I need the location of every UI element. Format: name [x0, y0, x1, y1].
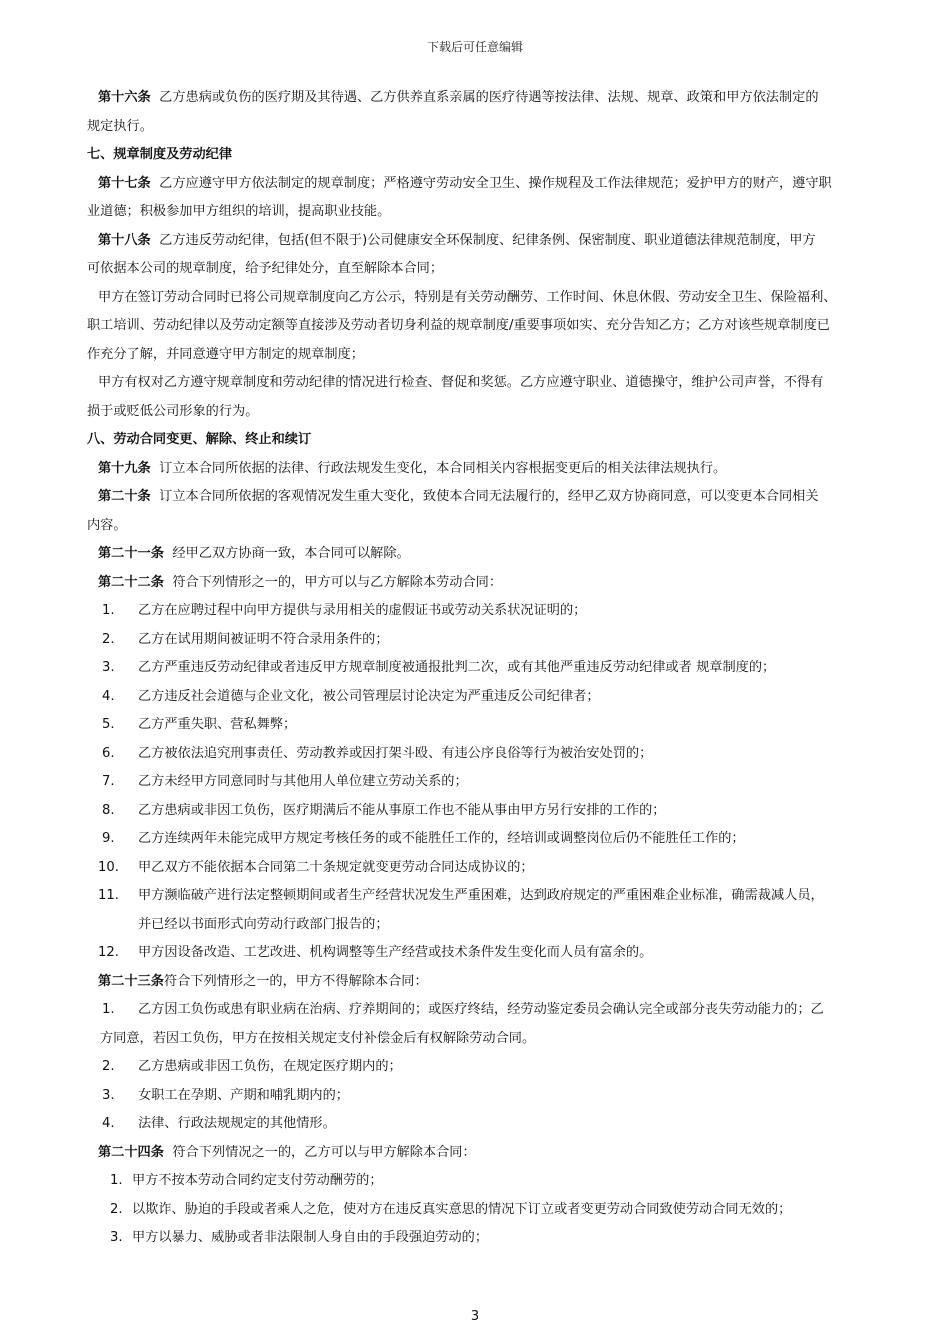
- article-20-cont: 内容。: [87, 517, 127, 533]
- article-text: 乙方违反劳动纪律，包括(但不限于)公司健康安全环保制度、纪律条例、保密制度、职业道德法律规范制度，甲方: [159, 232, 816, 248]
- article-text: 乙方患病或负伤的医疗期及其待遇、乙方供养直系亲属的医疗待遇等按法律、法规、规章、政策和甲方依法制定的: [159, 90, 819, 105]
- article-text: 符合下列情况之一的，乙方可以与甲方解除本合同：: [172, 1144, 476, 1160]
- article-text: 符合下列情形之一的，甲方不得解除本合同：: [163, 973, 428, 989]
- article-18-cont: 可依据本公司的规章制度，给予纪律处分，直至解除本合同；: [87, 261, 444, 276]
- list-item: 9. 乙方连续两年未能完成甲方规定考核任务的或不能胜任工作的，经培训或调整岗位后仍不能胜任工作的；: [102, 831, 745, 846]
- list-item: 11. 甲方濒临破产进行法定整顿期间或者生产经营状况发生严重困难，达到政府规定的严重困难企业标准，确需裁减人员，: [98, 888, 824, 903]
- article-label: 第二十二条: [98, 574, 164, 590]
- list-item: 4. 法律、行政法规规定的其他情形。: [102, 1116, 336, 1131]
- document-body: [87, 84, 898, 1253]
- section-title: 八、劳动合同变更、解除、终止和续订: [87, 432, 312, 447]
- list-item: 1. 乙方因工负伤或患有职业病在治病、疗养期间的；或医疗终结，经劳动鉴定委员会确认完全或部分丧失劳动能力的；乙: [102, 1002, 824, 1017]
- list-item: 3. 乙方严重违反劳动纪律或者违反甲方规章制度被通报批判二次，或有其他严重违反劳动纪律或者 规章制度的；: [102, 660, 776, 675]
- article-label: 第二十一条: [98, 546, 164, 561]
- paragraph-line: 甲方有权对乙方遵守规章制度和劳动纪律的情况进行检查、督促和奖惩。乙方应遵守职业、道德操守，维护公司声誉，不得有: [98, 375, 824, 390]
- list-item: 1. 乙方在应聘过程中向甲方提供与录用相关的虚假证书或劳动关系状况证明的；: [102, 603, 587, 618]
- article-text: 符合下列情形之一的，甲方可以与乙方解除本劳动合同：: [172, 574, 503, 590]
- article-23: [98, 968, 898, 997]
- article-text: 订立本合同所依据的法律、行政法规发生变化，本合同相关内容根据变更后的相关法律法规执行。: [159, 460, 727, 476]
- list-item: 2. 以欺诈、胁迫的手段或者乘人之危，使对方在违反真实意思的情况下订立或者变更劳动合同致使劳动合同无效的；: [110, 1201, 792, 1217]
- paragraph-line: 损于或贬低公司形象的行为。: [87, 403, 259, 419]
- article-label: 第二十三条: [98, 973, 164, 989]
- article-21: [98, 540, 898, 569]
- list-item: 1. 甲方不按本劳动合同约定支付劳动酬劳的；: [110, 1173, 383, 1188]
- list-article-23: [98, 996, 898, 1139]
- article-24: [98, 1139, 898, 1168]
- article-label: 第十八条: [98, 232, 151, 248]
- paragraph-line: 甲方在签订劳动合同时已将公司规章制度向乙方公示，特别是有关劳动酬劳、工作时间、休息休假、劳动安全卫生、保险福利、: [98, 289, 837, 305]
- list-item: 4. 乙方违反社会道德与企业文化，被公司管理层讨论决定为严重违反公司纪律者；: [102, 688, 600, 704]
- article-19: [98, 455, 898, 484]
- article-label: 第十九条: [98, 460, 151, 476]
- list-article-22: [98, 597, 898, 968]
- list-item: 12. 甲方因设备改造、工艺改进、机构调整等生产经营或技术条件发生变化而人员有富余的。: [98, 945, 653, 960]
- list-item: 7. 乙方未经甲方同意同时与其他用人单位建立劳动关系的；: [102, 774, 468, 789]
- article-17: [98, 170, 898, 199]
- article-18: [98, 227, 898, 256]
- page-number: 3: [470, 1309, 480, 1324]
- article-22: [98, 569, 898, 598]
- article-label: 第十六条: [98, 90, 151, 105]
- list-item: 2. 乙方在试用期间被证明不符合录用条件的；: [102, 631, 389, 647]
- section-title: 七、规章制度及劳动纪律: [87, 147, 233, 162]
- list-item: 5. 乙方严重失职、营私舞弊；: [102, 717, 297, 732]
- list-item: 6. 乙方被依法追究刑事责任、劳动教养或因打架斗殴、有违公序良俗等行为被治安处罚的；: [102, 745, 653, 761]
- article-16-cont: 规定执行。: [87, 118, 153, 134]
- article-text: 经甲乙双方协商一致，本合同可以解除。: [172, 546, 410, 561]
- article-label: 第二十条: [98, 489, 151, 504]
- list-item: 3. 甲方以暴力、威胁或者非法限制人身自由的手段强迫劳动的；: [110, 1230, 489, 1245]
- article-label: 第二十四条: [98, 1144, 164, 1160]
- article-text: 乙方应遵守甲方依法制定的规章制度；严格遵守劳动安全卫生、操作规程及工作法律规范；爱护甲方的财产，遵守职: [159, 175, 832, 191]
- article-16: [98, 84, 898, 113]
- paragraph-line: 作充分了解，并同意遵守甲方制定的规章制度；: [87, 346, 364, 362]
- article-20: [98, 483, 898, 512]
- list-item: 8. 乙方患病或非因工负伤，医疗期满后不能从事原工作也不能从事由甲方另行安排的工作的；: [102, 802, 666, 818]
- list-article-24: [98, 1167, 898, 1253]
- article-text: 订立本合同所依据的客观情况发生重大变化，致使本合同无法履行的，经甲乙双方协商同意，可以变更本合同相关: [159, 489, 819, 504]
- list-item: 3. 女职工在孕期、产期和哺乳期内的；: [102, 1087, 349, 1103]
- article-17-cont: 业道德；积极参加甲方组织的培训，提高职业技能。: [87, 204, 391, 219]
- page-header: 下载后可任意编辑: [426, 40, 523, 54]
- article-label: 第十七条: [98, 175, 151, 191]
- list-item: 2. 乙方患病或非因工负伤，在规定医疗期内的；: [102, 1059, 402, 1074]
- list-item: 10. 甲乙双方不能依据本合同第二十条规定就变更劳动合同达成协议的；: [98, 859, 534, 875]
- list-item-cont: 并已经以书面形式向劳动行政部门报告的；: [138, 916, 389, 932]
- list-item-cont: 方同意，若因工负伤，甲方在按相关规定支付补偿金后有权解除劳动合同。: [100, 1030, 536, 1046]
- paragraph-line: 职工培训、劳动纪律以及劳动定额等直接涉及劳动者切身利益的规章制度/重要事项如实、充分告知乙方；乙方对该些规章制度已: [87, 318, 830, 333]
